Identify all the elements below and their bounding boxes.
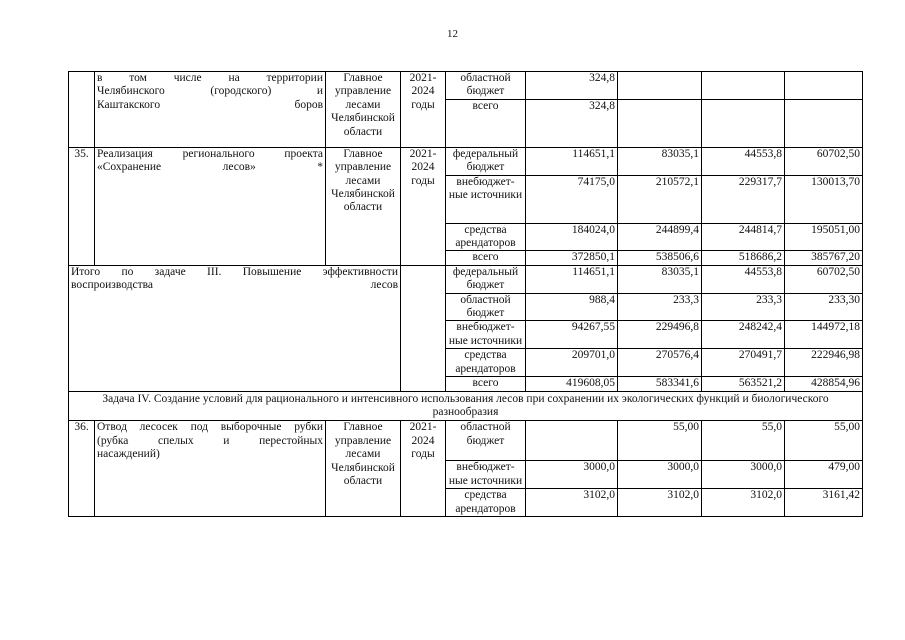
period-cell: 2021-2024 годы [401, 72, 446, 148]
value-cell: 3102,0 [526, 489, 618, 517]
funding-source: внебюджет-ные источники [446, 461, 526, 489]
value-cell: 324,8 [526, 99, 618, 147]
value-cell: 114651,1 [526, 147, 618, 175]
value-cell: 324,8 [526, 72, 618, 100]
value-cell [702, 99, 785, 147]
value-cell: 233,3 [702, 293, 785, 321]
row-description: Реализация регионального проекта «Сохранение лесов» * [95, 147, 326, 265]
value-cell: 233,30 [785, 293, 863, 321]
funding-source: всего [446, 251, 526, 265]
table-row [69, 72, 863, 100]
funding-source: всего [446, 377, 526, 391]
table-row [69, 265, 863, 293]
value-cell: 195051,00 [785, 223, 863, 251]
value-cell: 210572,1 [618, 175, 702, 223]
value-cell: 385767,20 [785, 251, 863, 265]
value-cell: 419608,05 [526, 377, 618, 391]
task-heading: Задача IV. Создание условий для рационального и интенсивного использования лесов при сохранении их экологических функций и биологического разнообразия [69, 391, 863, 421]
value-cell: 229317,7 [702, 175, 785, 223]
executor-cell: Главное управление лесами Челябинской области [326, 72, 401, 148]
budget-table [68, 71, 863, 517]
value-cell [526, 421, 618, 461]
period-cell: 2021-2024 годы [401, 147, 446, 265]
value-cell: 3161,42 [785, 489, 863, 517]
value-cell: 270576,4 [618, 349, 702, 377]
value-cell: 94267,55 [526, 321, 618, 349]
row-number: 35. [69, 147, 95, 265]
period-cell [401, 265, 446, 391]
value-cell: 83035,1 [618, 147, 702, 175]
funding-source: областной бюджет [446, 421, 526, 461]
value-cell: 244814,7 [702, 223, 785, 251]
table-row [69, 391, 863, 421]
value-cell: 538506,6 [618, 251, 702, 265]
value-cell: 130013,70 [785, 175, 863, 223]
value-cell: 55,0 [702, 421, 785, 461]
value-cell: 3000,0 [618, 461, 702, 489]
funding-source: областной бюджет [446, 293, 526, 321]
funding-source: внебюджет-ные источники [446, 175, 526, 223]
value-cell: 3000,0 [526, 461, 618, 489]
value-cell: 3000,0 [702, 461, 785, 489]
funding-source: федеральный бюджет [446, 147, 526, 175]
value-cell: 114651,1 [526, 265, 618, 293]
value-cell: 248242,4 [702, 321, 785, 349]
value-cell: 209701,0 [526, 349, 618, 377]
value-cell: 372850,1 [526, 251, 618, 265]
funding-source: средства арендаторов [446, 489, 526, 517]
value-cell: 83035,1 [618, 265, 702, 293]
value-cell [785, 72, 863, 100]
page-number: 12 [447, 28, 458, 40]
value-cell [618, 99, 702, 147]
value-cell [785, 99, 863, 147]
value-cell: 44553,8 [702, 147, 785, 175]
funding-source: внебюджет-ные источники [446, 321, 526, 349]
value-cell [702, 72, 785, 100]
value-cell: 244899,4 [618, 223, 702, 251]
value-cell: 479,00 [785, 461, 863, 489]
funding-source: средства арендаторов [446, 349, 526, 377]
table-row [69, 421, 863, 461]
executor-cell: Главное управление лесами Челябинской области [326, 421, 401, 517]
value-cell: 184024,0 [526, 223, 618, 251]
value-cell: 428854,96 [785, 377, 863, 391]
value-cell: 3102,0 [618, 489, 702, 517]
row-number: 36. [69, 421, 95, 517]
value-cell: 563521,2 [702, 377, 785, 391]
row-number-cell [69, 72, 95, 148]
value-cell: 222946,98 [785, 349, 863, 377]
value-cell: 3102,0 [702, 489, 785, 517]
value-cell: 55,00 [618, 421, 702, 461]
value-cell: 55,00 [785, 421, 863, 461]
value-cell: 583341,6 [618, 377, 702, 391]
value-cell: 74175,0 [526, 175, 618, 223]
executor-cell: Главное управление лесами Челябинской области [326, 147, 401, 265]
value-cell: 229496,8 [618, 321, 702, 349]
value-cell [618, 72, 702, 100]
value-cell: 60702,50 [785, 265, 863, 293]
period-cell: 2021-2024 годы [401, 421, 446, 517]
task-total-description: Итого по задаче III. Повышение эффективности воспроизводства лесов [69, 265, 401, 391]
funding-source: средства арендаторов [446, 223, 526, 251]
funding-source: всего [446, 99, 526, 147]
value-cell: 270491,7 [702, 349, 785, 377]
funding-source: федеральный бюджет [446, 265, 526, 293]
value-cell: 60702,50 [785, 147, 863, 175]
value-cell: 518686,2 [702, 251, 785, 265]
value-cell: 988,4 [526, 293, 618, 321]
table-row [69, 147, 863, 175]
row-description: в том числе на территории Челябинского (городского) и Каштакского боров [95, 72, 326, 148]
value-cell: 144972,18 [785, 321, 863, 349]
value-cell: 44553,8 [702, 265, 785, 293]
value-cell: 233,3 [618, 293, 702, 321]
funding-source: областной бюджет [446, 72, 526, 100]
row-description: Отвод лесосек под выборочные рубки (рубка спелых и перестойных насаждений) [95, 421, 326, 517]
